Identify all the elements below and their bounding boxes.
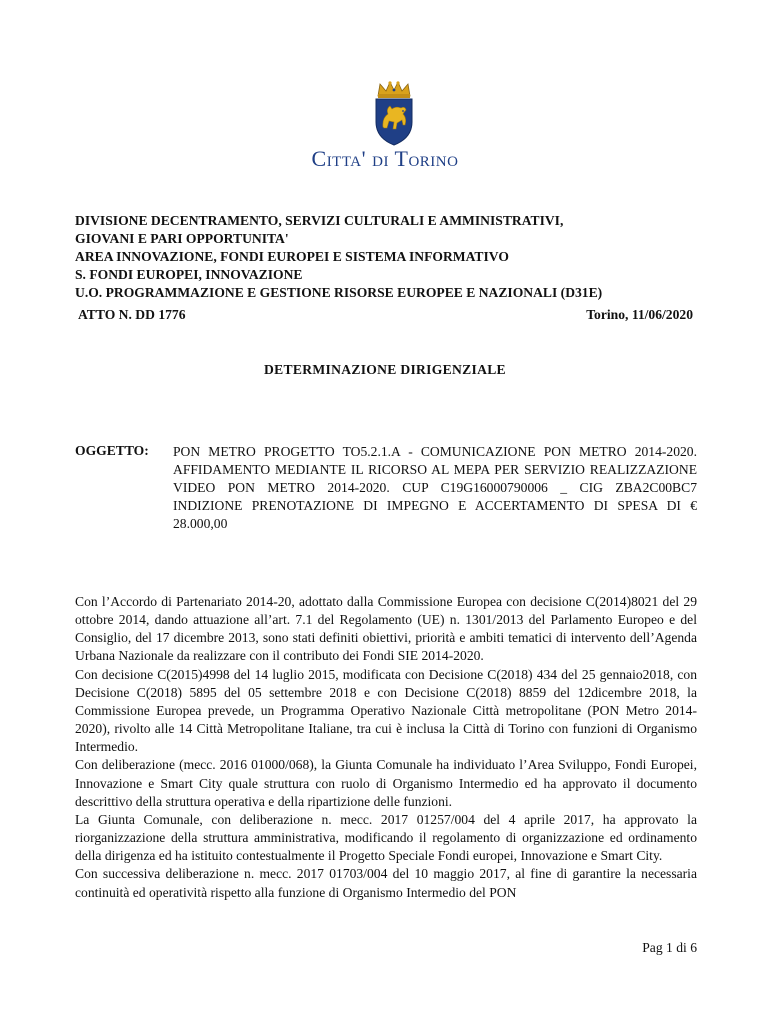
subject-text: PON METRO PROGETTO TO5.2.1.A - COMUNICAZIONE PON METRO 2014-2020. AFFIDAMENTO MEDIANTE IL RICORSO AL MEPA PER SERVIZIO REALIZZAZIONE VIDEO PON METRO 2014-2020. CUP C19G16000790006 _ CIG ZBA2C00BC7 INDIZIONE PRENOTAZIONE DI IMPEGNO E ACCERTAMENTO DI SPESA DI € 28.000,00 — [173, 444, 697, 531]
city-name: Citta' di Torino — [311, 146, 459, 171]
header-line: U.O. PROGRAMMAZIONE E GESTIONE RISORSE EUROPEE E NAZIONALI (D31E) — [75, 285, 603, 300]
header-line: S. FONDI EUROPEI, INNOVAZIONE — [75, 267, 303, 282]
page-number: Pag 1 di 6 — [642, 940, 697, 955]
header-line: DIVISIONE DECENTRAMENTO, SERVIZI CULTURALI E AMMINISTRATIVI, — [75, 213, 564, 228]
body-paragraph: Con decisione C(2015)4998 del 14 luglio 2015, modificata con Decisione C(2018) 434 del 25 gennaio2018, con Decisione C(2018) 5895 del 05 settembre 2018 e con Decisione C(2018) 8859 del 12dicembre 2018, la Commissione Europea prevede, un Programma Operativo Nazionale Città metropolitane (PON Metro 2014-2020), rivolto alle 14 Città Metropolitane Italiane, tra cui è inclusa la Città di Torino con funzioni di Organismo Intermedio. — [75, 666, 697, 755]
body-paragraph: Con l’Accordo di Partenariato 2014-20, adottato dalla Commissione Europea con decisione C(2014)8021 del 29 ottobre 2014, dando attuazione all’art. 7.1 del Regolamento (UE) n. 1301/2013 del Parlamento Europeo e del Consiglio, del 17 dicembre 2013, sono stati definiti obiettivi, priorità e ambiti tematici di intervento dell’Agenda Urbana Nazionale da realizzare con il contributo dei Fondi SIE 2014-2020. — [75, 594, 697, 664]
subject-label: OGGETTO: — [75, 443, 149, 458]
department-header — [75, 212, 705, 302]
header-line: GIOVANI E PARI OPPORTUNITA' — [75, 231, 289, 246]
place-date: Torino, 11/06/2020 — [586, 307, 693, 322]
body-paragraph: La Giunta Comunale, con deliberazione n. mecc. 2017 01257/004 del 4 aprile 2017, ha approvato la riorganizzazione della struttura amministrativa, modificando il regolamento di organizzazione ed ordinamento della dirigenza ed ha istituito contestualmente il Progetto Speciale Fondi europei, Innovazione e Smart City. — [75, 811, 697, 864]
body-text — [75, 593, 697, 902]
torino-crest-icon — [370, 80, 418, 146]
header-line: AREA INNOVAZIONE, FONDI EUROPEI E SISTEMA INFORMATIVO — [75, 249, 509, 264]
document-type: DETERMINAZIONE DIRIGENZIALE — [264, 362, 506, 377]
body-paragraph: Con successiva deliberazione n. mecc. 2017 01703/004 del 10 maggio 2017, al fine di garantire la necessaria continuità ed operatività rispetto alla funzione di Organismo Intermedio del PON — [75, 866, 697, 900]
body-paragraph: Con deliberazione (mecc. 2016 01000/068), la Giunta Comunale ha individuato l’Area Sviluppo, Fondi Europei, Innovazione e Smart City quale struttura con ruolo di Organismo Intermedio ed ha approvato il documento descrittivo della struttura operativa e della ripartizione delle funzioni. — [75, 757, 697, 809]
act-number: ATTO N. DD 1776 — [78, 307, 186, 322]
